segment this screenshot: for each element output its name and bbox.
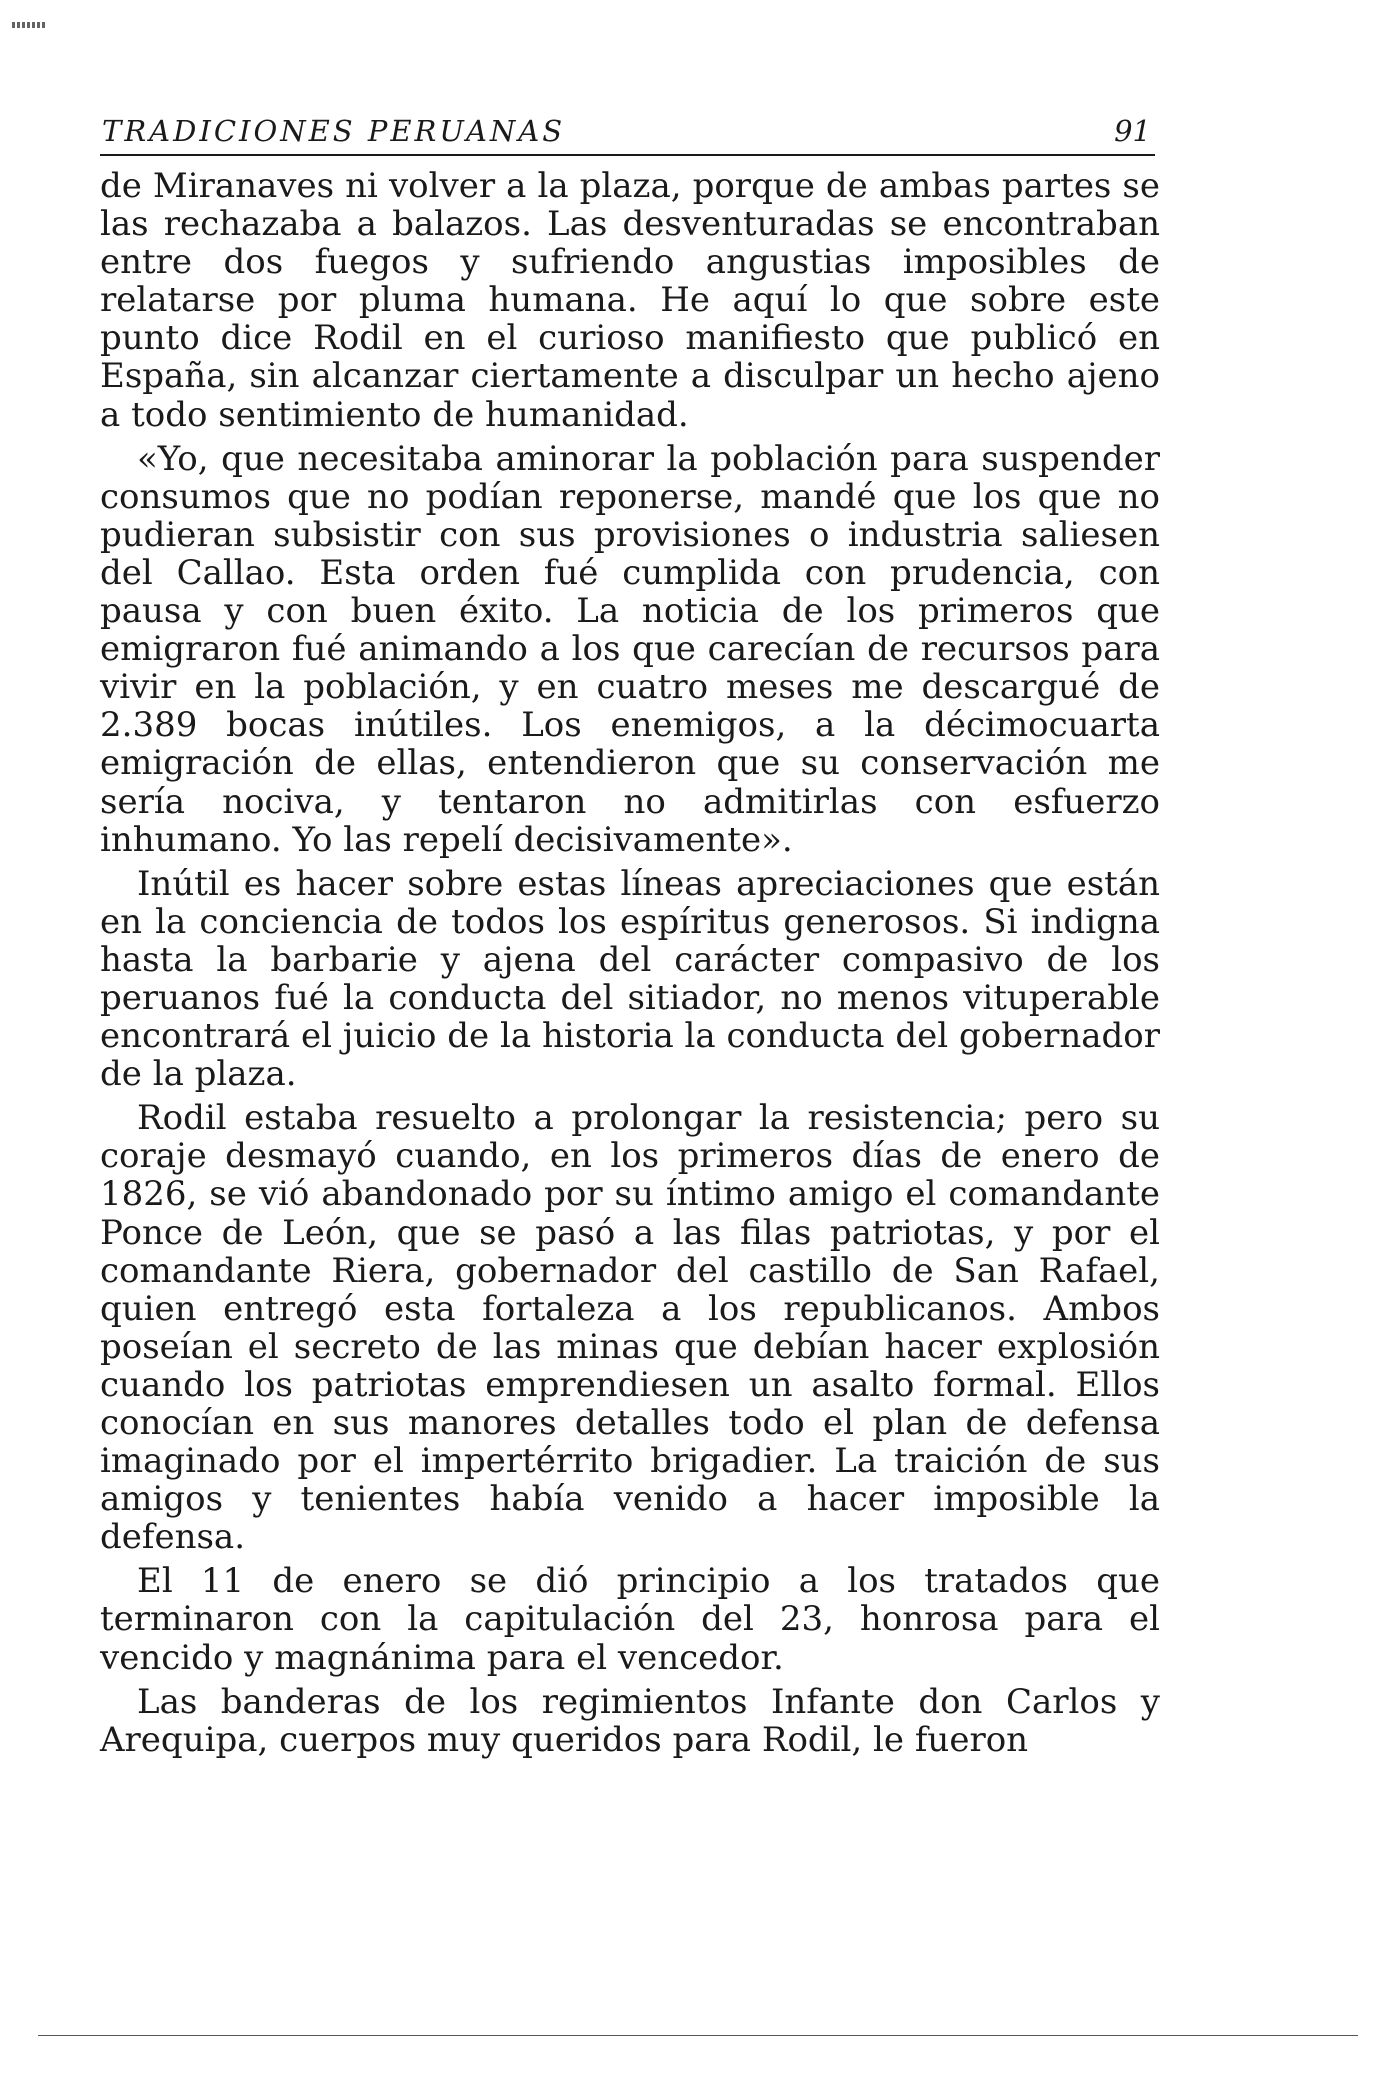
- running-title: TRADICIONES PERUANAS: [102, 114, 566, 148]
- scan-artifact: [12, 22, 46, 28]
- paragraph-continuation: de Miranaves ni volver a la plaza, porque de ambas partes se las rechazaba a balazos. Las desventuradas se encontraban entre dos fuegos y sufriendo angustias imposibles de relatarse por pluma humana. He aquí lo que sobre este punto dice Rodil en el curioso manifiesto que publicó en España, sin alcanzar ciertamente a disculpar un hecho ajeno a todo sentimiento de humanidad.: [100, 166, 1160, 435]
- body-text: [100, 167, 1160, 1759]
- paragraph: Las banderas de los regimientos Infante don Carlos y Arequipa, cuerpos muy queridos para Rodil, le fueron: [100, 1681, 1160, 1760]
- bottom-rule: [38, 2035, 1358, 2036]
- paragraph: Rodil estaba resuelto a prolongar la resistencia; pero su coraje desmayó cuando, en los primeros días de enero de 1826, se vió abandonado por su íntimo amigo el comandante Ponce de León, que se pasó a las filas patriotas, y por el comandante Riera, gobernador del castillo de San Rafael, quien entregó esta fortaleza a los republicanos. Ambos poseían el secreto de las minas que debían hacer explosión cuando los patriotas emprendiesen un asalto formal. Ellos conocían en sus manores detalles todo el plan de defensa imaginado por el impertérrito brigadier. La traición de sus amigos y tenientes había venido a hacer imposible la defensa.: [100, 1098, 1160, 1558]
- page-header: [100, 108, 1155, 156]
- paragraph-quote-rodil: «Yo, que necesitaba aminorar la población para suspender consumos que no podían reponerse, mandé que los que no pudieran subsistir con sus provisiones o industria saliesen del Callao. Esta orden fué cumplida con prudencia, con pausa y con buen éxito. La noticia de los primeros que emigraron fué animando a los que carecían de recursos para vivir en la población, y en cuatro meses me descargué de 2.389 bocas inútiles. Los enemigos, a la décimocuarta emigración de ellas, entendieron que su conservación me sería nociva, y tentaron no admitirlas con esfuerzo inhumano. Yo las repelí decisivamente».: [100, 438, 1160, 860]
- paragraph: El 11 de enero se dió principio a los tratados que terminaron con la capitulación del 23, honrosa para el vencido y magnánima para el vencedor.: [100, 1561, 1160, 1678]
- page-number: 91: [1114, 114, 1151, 148]
- paragraph: Inútil es hacer sobre estas líneas apreciaciones que están en la conciencia de todos los espíritus generosos. Si indigna hasta la barbarie y ajena del carácter compasivo de los peruanos fué la conducta del sitiador, no menos vituperable encontrará el juicio de la historia la conducta del gobernador de la plaza.: [100, 863, 1160, 1095]
